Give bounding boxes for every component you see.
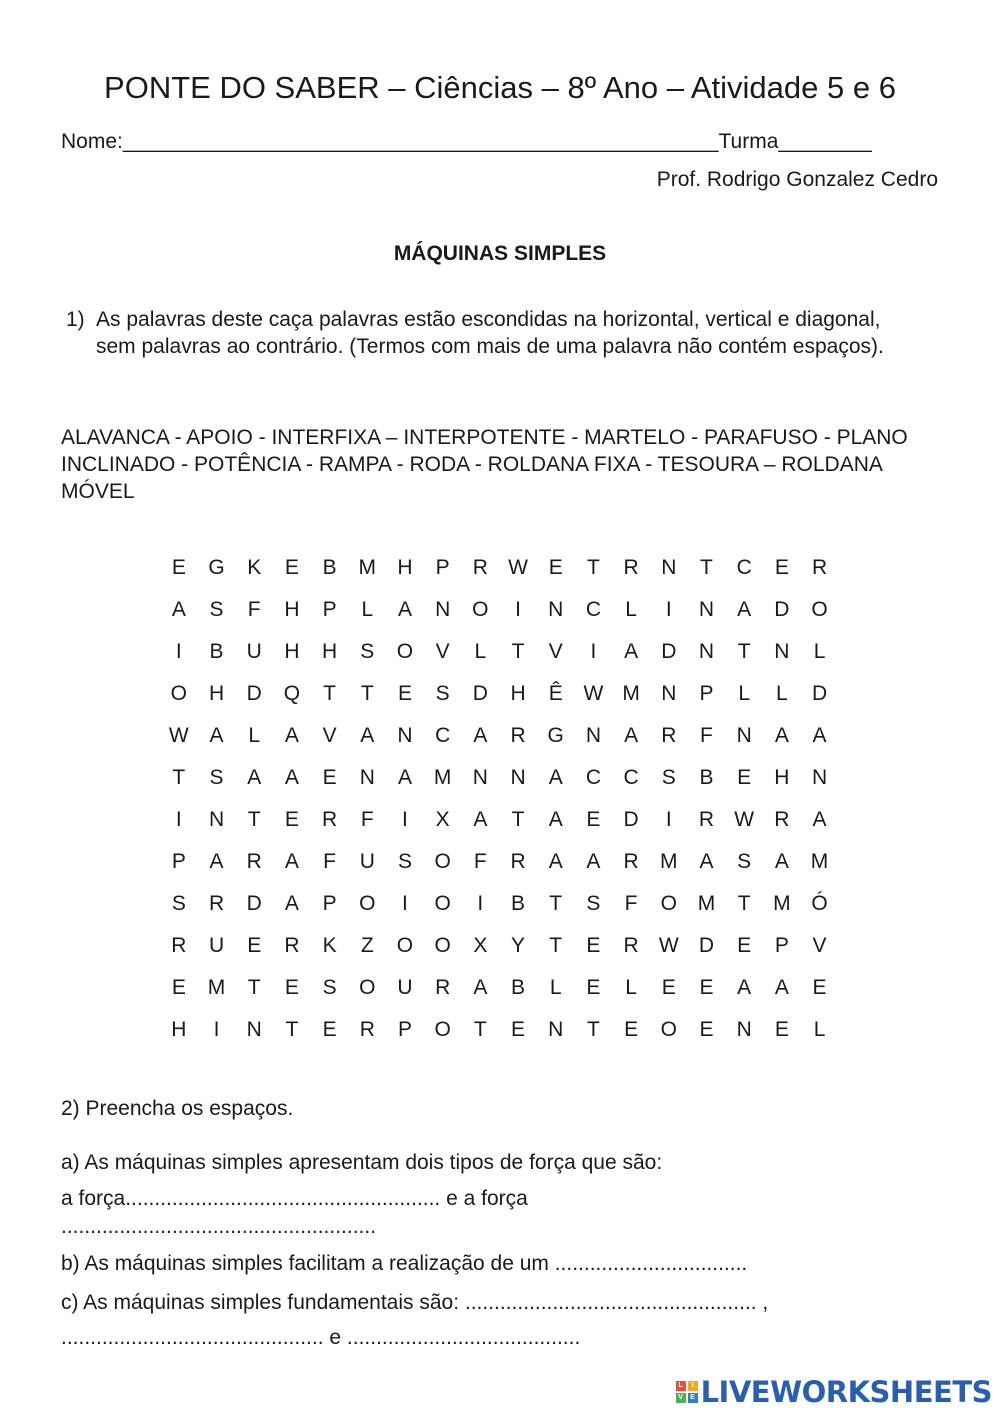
grid-cell[interactable]: E: [171, 556, 186, 579]
grid-cell[interactable]: M: [207, 976, 226, 999]
grid-cell[interactable]: H: [284, 598, 300, 621]
grid-cell[interactable]: M: [660, 850, 678, 873]
grid-cell[interactable]: A: [548, 808, 563, 831]
grid-cell[interactable]: L: [625, 598, 637, 621]
grid-cell[interactable]: C: [623, 766, 639, 789]
grid-cell[interactable]: A: [397, 766, 412, 789]
grid-cell[interactable]: S: [209, 766, 224, 789]
teacher-name: Prof. Rodrigo Gonzalez Cedro: [656, 168, 938, 191]
grid-cell[interactable]: O: [396, 640, 414, 663]
grid-cell[interactable]: S: [360, 640, 375, 663]
grid-cell[interactable]: T: [285, 1018, 299, 1041]
grid-cell[interactable]: N: [774, 640, 790, 663]
grid-cell[interactable]: N: [510, 766, 526, 789]
grid-cell[interactable]: N: [698, 598, 715, 621]
grid-row: [160, 589, 838, 631]
grid-cell[interactable]: A: [473, 808, 488, 831]
grid-row: [160, 967, 838, 1009]
grid-cell[interactable]: E: [548, 556, 563, 579]
grid-cell[interactable]: A: [699, 850, 714, 873]
grid-cell[interactable]: V: [812, 934, 827, 957]
question-2a-answer-line-2[interactable]: ......................................................: [61, 1215, 377, 1238]
grid-cell[interactable]: R: [623, 850, 639, 873]
grid-cell[interactable]: O: [170, 682, 188, 705]
grid-cell[interactable]: E: [586, 934, 601, 957]
grid-row: [160, 547, 838, 589]
grid-cell[interactable]: L: [625, 976, 637, 999]
grid-cell[interactable]: C: [435, 724, 451, 747]
grid-cell[interactable]: H: [322, 640, 338, 663]
grid-cell[interactable]: A: [397, 598, 412, 621]
grid-row: [160, 715, 838, 757]
grid-cell[interactable]: A: [774, 850, 789, 873]
grid-cell[interactable]: L: [813, 1018, 826, 1041]
grid-row: [160, 925, 838, 967]
grid-cell[interactable]: A: [171, 598, 186, 621]
grid-cell[interactable]: N: [661, 556, 677, 579]
grid-cell[interactable]: V: [322, 724, 337, 747]
grid-cell[interactable]: E: [774, 1018, 789, 1041]
grid-cell[interactable]: A: [774, 976, 789, 999]
grid-cell[interactable]: E: [586, 976, 601, 999]
grid-cell[interactable]: U: [246, 640, 262, 663]
grid-cell[interactable]: O: [472, 598, 489, 621]
grid-cell[interactable]: D: [246, 682, 262, 705]
question-1: [66, 306, 906, 360]
grid-cell[interactable]: E: [774, 556, 789, 579]
grid-cell[interactable]: E: [511, 1018, 526, 1041]
grid-cell[interactable]: M: [773, 892, 791, 915]
grid-cell[interactable]: M: [810, 850, 829, 873]
grid-cell[interactable]: S: [171, 892, 186, 915]
grid-cell[interactable]: S: [322, 976, 337, 999]
grid-cell[interactable]: N: [548, 1018, 564, 1041]
grid-cell[interactable]: O: [359, 976, 376, 999]
grid-cell[interactable]: E: [661, 976, 676, 999]
grid-cell[interactable]: S: [586, 892, 601, 915]
grid-cell[interactable]: M: [358, 556, 377, 579]
grid-cell[interactable]: Y: [511, 934, 526, 957]
grid-cell[interactable]: R: [510, 850, 526, 873]
grid-cell[interactable]: U: [208, 934, 225, 957]
grid-cell[interactable]: X: [473, 934, 488, 957]
grid-cell[interactable]: L: [813, 640, 826, 663]
grid-cell[interactable]: D: [623, 808, 639, 831]
grid-cell[interactable]: O: [359, 892, 376, 915]
question-1-number: 1): [66, 308, 85, 331]
grid-cell[interactable]: A: [473, 976, 488, 999]
grid-cell[interactable]: D: [661, 640, 677, 663]
grid-cell[interactable]: S: [397, 850, 412, 873]
grid-cell[interactable]: S: [737, 850, 752, 873]
grid-cell[interactable]: I: [175, 640, 182, 663]
grid-cell[interactable]: A: [360, 724, 375, 747]
grid-row: [160, 631, 838, 673]
grid-cell[interactable]: T: [172, 766, 186, 789]
grid-cell[interactable]: T: [700, 556, 713, 579]
grid-cell[interactable]: A: [737, 976, 752, 999]
grid-cell[interactable]: N: [736, 724, 752, 747]
grid-cell[interactable]: M: [697, 892, 716, 915]
grid-cell[interactable]: O: [660, 1018, 677, 1041]
grid-cell[interactable]: E: [737, 934, 752, 957]
grid-cell[interactable]: Ê: [548, 682, 563, 705]
grid-row: [160, 673, 838, 715]
grid-cell[interactable]: P: [435, 556, 450, 579]
grid-cell[interactable]: L: [776, 682, 788, 705]
grid-cell[interactable]: T: [737, 640, 751, 663]
grid-cell[interactable]: W: [658, 934, 679, 957]
grid-cell[interactable]: T: [586, 1018, 600, 1041]
grid-cell[interactable]: C: [736, 556, 752, 579]
grid-cell[interactable]: F: [323, 850, 336, 873]
grid-cell[interactable]: T: [360, 682, 374, 705]
grid-cell[interactable]: D: [472, 682, 488, 705]
grid-cell[interactable]: T: [549, 892, 563, 915]
grid-cell[interactable]: U: [397, 976, 413, 999]
grid-cell[interactable]: N: [435, 598, 451, 621]
grid-cell[interactable]: N: [246, 1018, 262, 1041]
grid-row: [160, 757, 838, 799]
question-1-text: As palavras deste caça palavras estão escondidas na horizontal, vertical e diagonal, sem palavras ao contrário. (Termos com mais de uma palavra não contém espaços).: [96, 308, 884, 358]
grid-cell[interactable]: B: [322, 556, 337, 579]
grid-cell[interactable]: N: [359, 766, 375, 789]
liveworksheets-text: LIVEWORKSHEETS: [700, 1375, 992, 1409]
grid-cell[interactable]: T: [247, 976, 261, 999]
grid-cell[interactable]: E: [284, 976, 299, 999]
grid-cell[interactable]: E: [284, 556, 299, 579]
grid-cell[interactable]: P: [699, 682, 714, 705]
grid-cell[interactable]: R: [510, 724, 526, 747]
grid-row: [160, 883, 838, 925]
grid-cell[interactable]: R: [774, 808, 790, 831]
grid-cell[interactable]: H: [774, 766, 790, 789]
grid-cell[interactable]: A: [624, 724, 639, 747]
grid-cell[interactable]: E: [322, 1018, 337, 1041]
grid-cell[interactable]: E: [247, 934, 262, 957]
grid-cell[interactable]: B: [209, 640, 224, 663]
grid-cell[interactable]: C: [585, 598, 601, 621]
grid-cell[interactable]: Q: [283, 682, 301, 705]
grid-cell[interactable]: F: [247, 598, 261, 621]
grid-cell[interactable]: R: [472, 556, 488, 579]
grid-cell[interactable]: T: [247, 808, 261, 831]
grid-cell[interactable]: O: [434, 1018, 451, 1041]
logo-letter-l: L: [676, 1381, 686, 1391]
grid-cell[interactable]: F: [360, 808, 374, 831]
grid-cell[interactable]: A: [473, 724, 488, 747]
section-heading: MÁQUINAS SIMPLES: [393, 242, 607, 265]
grid-cell[interactable]: N: [585, 724, 601, 747]
grid-cell[interactable]: A: [548, 850, 563, 873]
grid-cell[interactable]: P: [171, 850, 186, 873]
grid-cell[interactable]: R: [435, 976, 451, 999]
grid-cell[interactable]: S: [435, 682, 450, 705]
name-turma-line: Nome:___________________________________________________Turma________: [61, 130, 872, 153]
question-2c-line-2[interactable]: ............................................. e ........................................: [61, 1326, 581, 1349]
grid-cell[interactable]: I: [402, 892, 408, 915]
grid-cell[interactable]: E: [586, 808, 601, 831]
grid-cell[interactable]: N: [397, 724, 413, 747]
grid-cell[interactable]: T: [737, 892, 751, 915]
grid-cell[interactable]: E: [322, 766, 337, 789]
logo-letter-e: E: [688, 1393, 698, 1403]
grid-cell[interactable]: K: [247, 556, 262, 579]
grid-cell[interactable]: N: [661, 682, 677, 705]
grid-cell[interactable]: I: [175, 808, 182, 831]
grid-cell[interactable]: K: [322, 934, 337, 957]
grid-cell[interactable]: B: [699, 766, 714, 789]
grid-cell[interactable]: P: [774, 934, 789, 957]
grid-cell[interactable]: R: [359, 1018, 375, 1041]
grid-cell[interactable]: N: [208, 808, 225, 831]
grid-cell[interactable]: Z: [360, 934, 374, 957]
grid-cell[interactable]: A: [774, 724, 789, 747]
grid-cell[interactable]: A: [284, 724, 299, 747]
question-2c-line[interactable]: c) As máquinas simples fundamentais são: .................................................. ,: [61, 1291, 769, 1314]
grid-cell[interactable]: H: [208, 682, 225, 705]
grid-cell[interactable]: T: [473, 1018, 487, 1041]
grid-cell[interactable]: T: [549, 934, 563, 957]
grid-cell[interactable]: U: [359, 850, 375, 873]
grid-cell[interactable]: H: [284, 640, 300, 663]
grid-cell[interactable]: N: [698, 640, 715, 663]
grid-row: [160, 841, 838, 883]
grid-cell[interactable]: R: [623, 556, 639, 579]
grid-cell[interactable]: A: [586, 850, 601, 873]
grid-cell[interactable]: T: [586, 556, 600, 579]
grid-cell[interactable]: R: [811, 556, 828, 579]
grid-cell[interactable]: A: [812, 724, 827, 747]
grid-cell[interactable]: M: [433, 766, 452, 789]
grid-cell[interactable]: O: [434, 934, 451, 957]
grid-cell[interactable]: E: [737, 766, 752, 789]
grid-cell[interactable]: T: [323, 682, 336, 705]
grid-cell[interactable]: R: [171, 934, 187, 957]
grid-cell[interactable]: P: [322, 892, 337, 915]
grid-cell[interactable]: R: [284, 934, 300, 957]
grid-cell[interactable]: A: [812, 808, 827, 831]
grid-cell[interactable]: P: [397, 1018, 412, 1041]
grid-cell[interactable]: R: [698, 808, 715, 831]
grid-cell[interactable]: F: [473, 850, 487, 873]
grid-cell[interactable]: L: [474, 640, 487, 663]
grid-cell[interactable]: D: [811, 682, 828, 705]
grid-cell[interactable]: D: [774, 598, 790, 621]
grid-cell[interactable]: R: [246, 850, 262, 873]
liveworksheets-brand: [676, 1375, 992, 1409]
grid-cell[interactable]: R: [322, 808, 338, 831]
question-2-heading: 2) Preencha os espaços.: [61, 1097, 294, 1120]
grid-cell[interactable]: L: [248, 724, 261, 747]
grid-cell[interactable]: G: [208, 556, 225, 579]
grid-cell[interactable]: O: [434, 850, 451, 873]
page-title: PONTE DO SABER – Ciências – 8º Ano – Atividade 5 e 6: [104, 70, 896, 105]
grid-cell[interactable]: B: [511, 892, 526, 915]
grid-cell[interactable]: V: [435, 640, 450, 663]
grid-cell[interactable]: T: [511, 640, 525, 663]
grid-cell[interactable]: W: [168, 724, 189, 747]
grid-cell[interactable]: E: [284, 808, 299, 831]
grid-cell[interactable]: O: [396, 934, 414, 957]
grid-cell[interactable]: A: [284, 892, 299, 915]
grid-cell[interactable]: P: [322, 598, 337, 621]
word-bank: ALAVANCA - APOIO - INTERFIXA – INTERPOTENTE - MARTELO - PARAFUSO - PLANO INCLINADO - POTÊNCIA - RAMPA - RODA - ROLDANA FIXA - TESOURA – ROLDANA MÓVEL: [61, 426, 908, 503]
logo-letter-i: I: [688, 1381, 698, 1391]
grid-cell[interactable]: L: [549, 976, 562, 999]
grid-cell[interactable]: N: [736, 1018, 752, 1041]
grid-cell[interactable]: A: [737, 598, 752, 621]
grid-cell[interactable]: I: [402, 808, 408, 831]
grid-cell[interactable]: T: [511, 808, 525, 831]
grid-cell[interactable]: A: [624, 640, 639, 663]
grid-cell[interactable]: I: [665, 808, 672, 831]
grid-cell[interactable]: E: [624, 1018, 639, 1041]
grid-cell[interactable]: V: [548, 640, 563, 663]
grid-cell[interactable]: E: [699, 976, 714, 999]
grid-cell[interactable]: A: [548, 766, 563, 789]
grid-cell[interactable]: H: [171, 1018, 187, 1041]
grid-cell[interactable]: E: [699, 1018, 714, 1041]
grid-cell[interactable]: I: [515, 598, 521, 621]
grid-cell[interactable]: I: [590, 640, 597, 663]
grid-cell[interactable]: E: [171, 976, 186, 999]
question-2b-line[interactable]: b) As máquinas simples facilitam a realização de um .................................: [61, 1252, 748, 1275]
grid-cell[interactable]: H: [397, 556, 413, 579]
grid-cell[interactable]: W: [508, 556, 528, 579]
grid-cell[interactable]: W: [734, 808, 755, 831]
grid-cell[interactable]: A: [247, 766, 262, 789]
question-2a-line: a) As máquinas simples apresentam dois tipos de força que são:: [61, 1151, 663, 1174]
grid-cell[interactable]: I: [665, 598, 672, 621]
grid-cell[interactable]: A: [209, 850, 224, 873]
grid-cell[interactable]: F: [624, 892, 638, 915]
liveworksheets-logo-icon: [676, 1381, 698, 1403]
grid-cell[interactable]: A: [209, 724, 224, 747]
grid-cell[interactable]: O: [811, 598, 828, 621]
grid-cell[interactable]: M: [622, 682, 640, 705]
grid-cell[interactable]: R: [623, 934, 639, 957]
grid-cell[interactable]: E: [397, 682, 412, 705]
grid-cell[interactable]: C: [585, 766, 601, 789]
grid-cell[interactable]: D: [698, 934, 715, 957]
grid-cell[interactable]: I: [213, 1018, 220, 1041]
question-2a-answer-line[interactable]: a força...................................................... e a força: [61, 1187, 528, 1210]
grid-cell[interactable]: E: [812, 976, 827, 999]
grid-cell[interactable]: F: [700, 724, 713, 747]
grid-cell[interactable]: D: [246, 892, 262, 915]
grid-cell[interactable]: Ó: [811, 892, 828, 915]
grid-cell[interactable]: N: [472, 766, 488, 789]
grid-row: [160, 1009, 838, 1051]
grid-cell[interactable]: N: [811, 766, 828, 789]
grid-cell[interactable]: G: [547, 724, 564, 747]
grid-cell[interactable]: O: [434, 892, 451, 915]
grid-cell[interactable]: X: [435, 808, 450, 831]
grid-row: [160, 799, 838, 841]
grid-cell[interactable]: H: [510, 682, 526, 705]
grid-cell[interactable]: R: [208, 892, 225, 915]
grid-cell[interactable]: B: [511, 976, 526, 999]
word-search-grid: [160, 547, 838, 1051]
grid-cell[interactable]: L: [361, 598, 374, 621]
logo-letter-v: V: [676, 1393, 686, 1403]
grid-cell[interactable]: A: [284, 766, 299, 789]
grid-cell[interactable]: N: [548, 598, 564, 621]
grid-cell[interactable]: A: [284, 850, 299, 873]
grid-cell[interactable]: R: [661, 724, 677, 747]
grid-cell[interactable]: S: [209, 598, 224, 621]
grid-cell[interactable]: L: [738, 682, 750, 705]
grid-cell[interactable]: O: [660, 892, 677, 915]
grid-cell[interactable]: I: [477, 892, 484, 915]
grid-cell[interactable]: S: [661, 766, 676, 789]
grid-cell[interactable]: W: [583, 682, 604, 705]
